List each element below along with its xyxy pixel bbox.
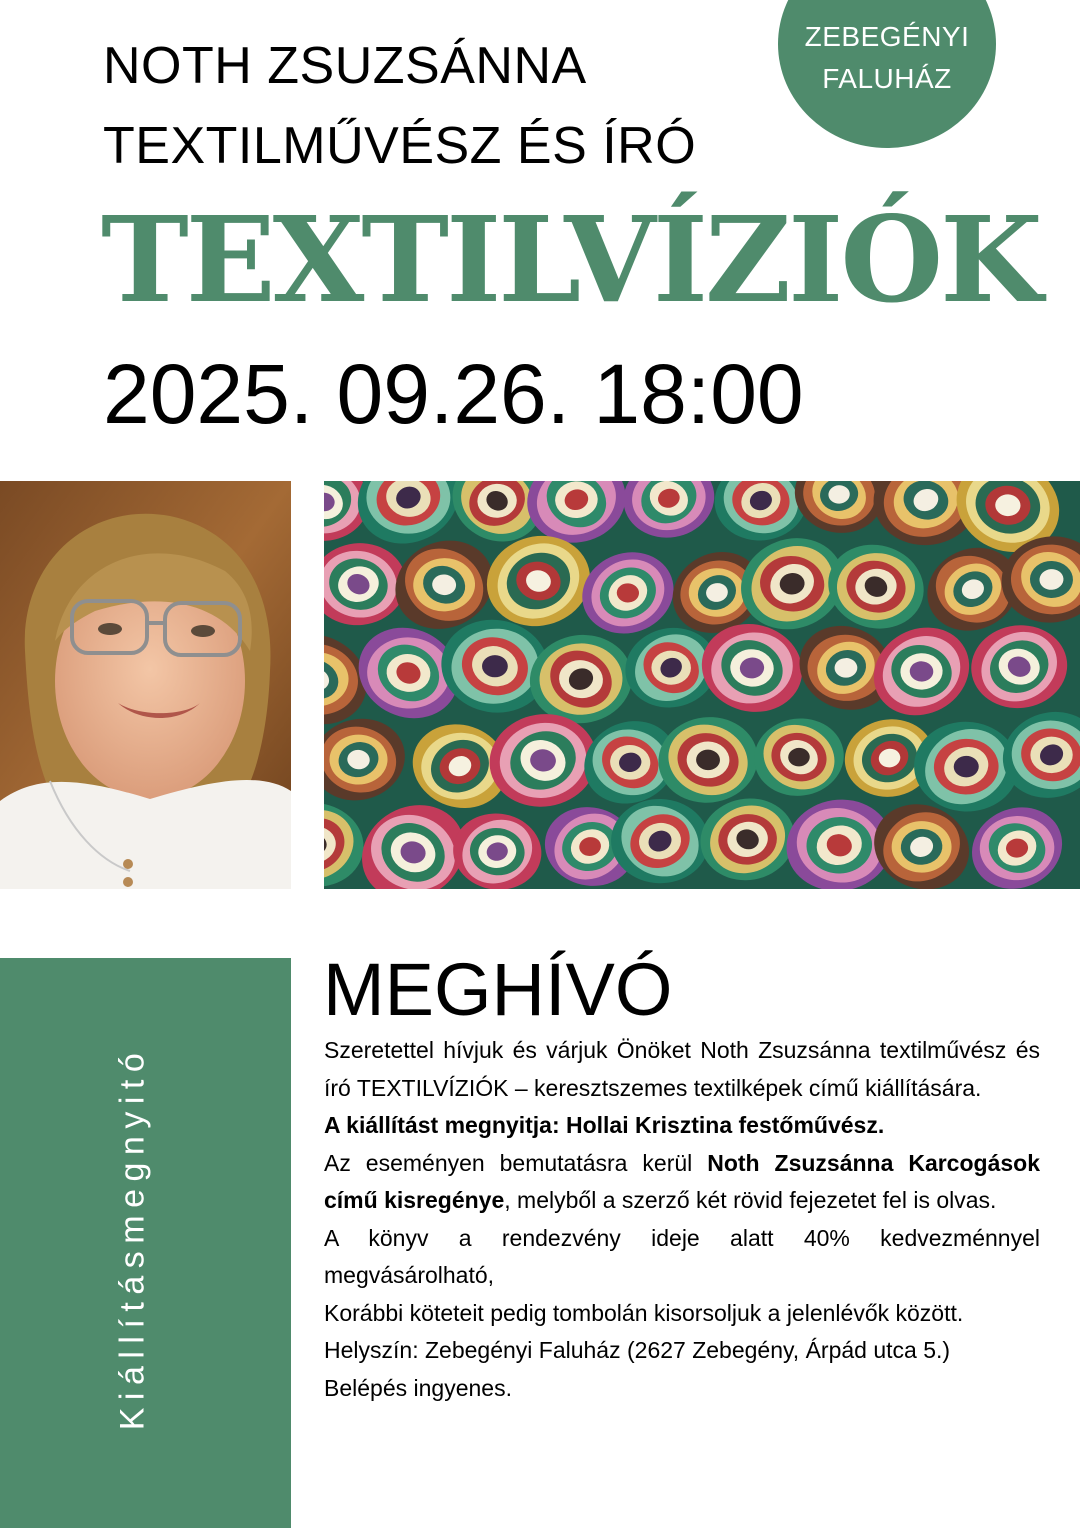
- invitation-book-paragraph: Az eseményen bemutatásra kerül Noth Zsuzsánna Karcogások című kisregénye, melyből a szerző két rövid fejezetet fel is olvas.: [324, 1149, 1040, 1213]
- event-datetime: 2025. 09.26. 18:00: [103, 347, 804, 441]
- invitation-venue-line: Helyszín: Zebegényi Faluház (2627 Zebegény, Árpád utca 5.): [324, 1337, 951, 1363]
- invitation-paragraph: Szeretettel hívjuk és várjuk Önöket Noth Zsuzsánna textilművész és író TEXTILVÍZIÓK – keresztszemes textilképek című kiállítására.: [324, 1037, 1040, 1101]
- artist-portrait-photo: [0, 481, 291, 889]
- invitation-opener-line: A kiállítást megnyitja: Hollai Krisztina festőművész.: [324, 1112, 885, 1138]
- invitation-discount-line: A könyv a rendezvény ideje alatt 40% kedvezménnyel megvásárolható,: [324, 1224, 1040, 1288]
- textile-motif-ring: [482, 655, 508, 677]
- invitation-heading: MEGHÍVÓ: [323, 948, 673, 1031]
- sidebar-label: Kiállításmegnyitó: [113, 1045, 152, 1431]
- invitation-admission-line: Belépés ingyenes.: [324, 1374, 512, 1401]
- venue-badge: [778, 0, 996, 148]
- artist-role: TEXTILMŰVÉSZ ÉS ÍRÓ: [103, 117, 697, 175]
- invitation-body: [324, 1032, 1040, 1407]
- exhibition-title: TEXTILVÍZIÓK: [101, 190, 1040, 329]
- invitation-raffle-line: Korábbi köteteit pedig tombolán kisorsoljuk a jelenlévők között.: [324, 1299, 964, 1326]
- textile-artwork-photo: [324, 481, 1080, 889]
- venue-badge-text: ZEBEGÉNYI FALUHÁZ: [804, 21, 970, 94]
- artist-name: NOTH ZSUZSÁNNA: [103, 37, 587, 95]
